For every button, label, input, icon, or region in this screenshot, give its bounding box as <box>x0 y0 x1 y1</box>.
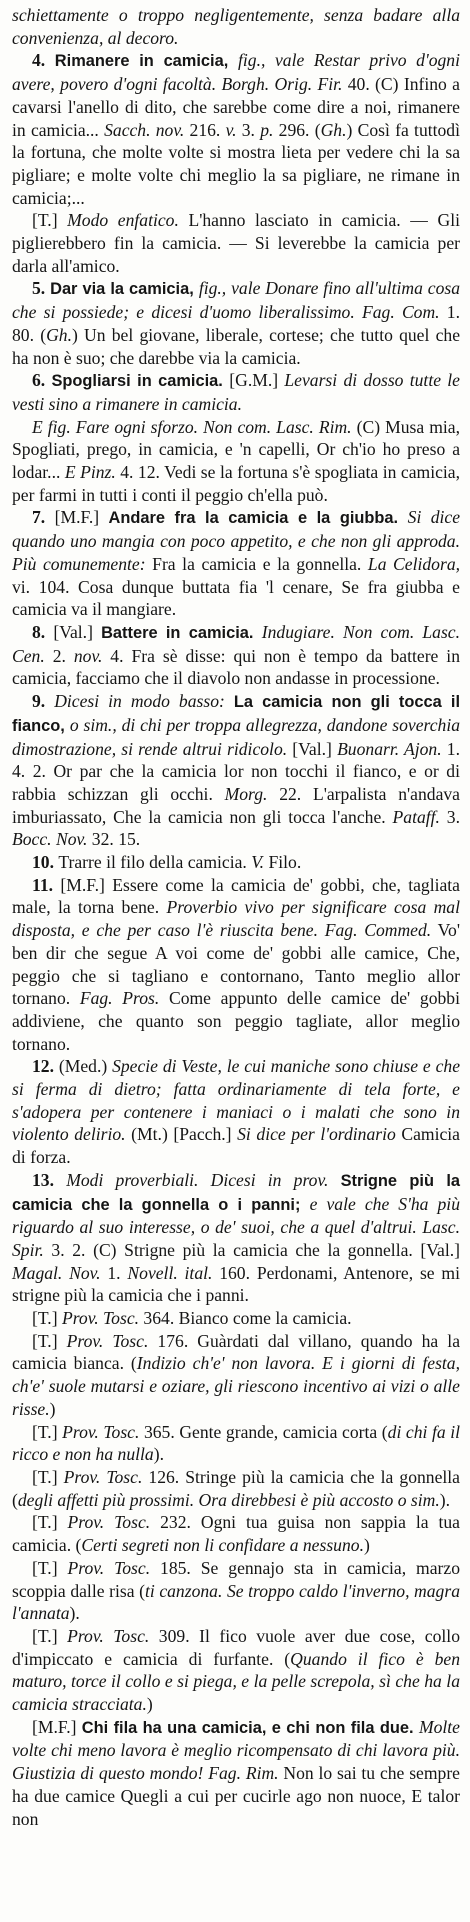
text-run: ) <box>49 1398 56 1419</box>
text-run: ti canzona. Se troppo caldo l'inverno, magra l'annata <box>12 1580 460 1624</box>
entry-paragraph <box>12 1055 460 1169</box>
text-run: Vo' ben dir che segue A voi come de' gobbi alle camice, Che, peggio che si tagliano e contornano, Tanto meglio allor tornano. <box>12 920 460 1009</box>
text-run: Prov. Tosc. <box>67 1512 151 1533</box>
entry-e11 <box>12 874 460 1056</box>
headword: Strigne più la camicia che la gonnella o i panni; <box>12 1171 461 1214</box>
text-run: 296. ( <box>273 119 321 140</box>
text-run: [M.F.] <box>54 507 109 528</box>
entry-e0 <box>12 4 460 49</box>
text-run: di chi fa il ricco e non ha nulla <box>12 1421 461 1465</box>
text-run: [Val.] <box>287 738 338 759</box>
entry-e6 <box>12 369 460 506</box>
entry-paragraph <box>12 277 460 369</box>
entry-paragraph <box>12 209 460 277</box>
text-run: 309. Il fico vuole aver due cose, collo d'impiccato e camicia di furfante. ( <box>12 1625 460 1669</box>
text-run: ). <box>69 1603 80 1624</box>
text-run: Filo. <box>264 852 302 873</box>
entry-e13 <box>12 1169 460 1830</box>
text-run: e vale che S'ha più riguardo al suo interesse, o de' suoi, che a quel d'altrui. Lasc. Spir. <box>12 1193 460 1260</box>
text-run: Prov. Tosc. <box>61 1308 140 1329</box>
text-run: La Celidora, <box>367 553 461 574</box>
text-run: v. <box>225 119 237 140</box>
text-run: 232. Ogni tua guisa non sappia la tua camicia. ( <box>12 1512 460 1556</box>
text-run: [G.M.] <box>229 370 285 391</box>
headword: Battere in camicia. <box>101 623 262 642</box>
text-run: schiettamente o troppo negligentemente, senza badare alla convenienza, al decoro. <box>12 5 460 48</box>
text-run: Gh. <box>46 324 72 345</box>
text-run: [T.] <box>32 210 68 231</box>
text-run: 160. Perdonami, Antenore, se mi strigne più la camicia che i panni. <box>12 1262 460 1306</box>
text-run: ) <box>363 1535 370 1556</box>
text-run: 2. <box>44 645 74 666</box>
text-run: Sacch. nov. <box>104 119 185 140</box>
entry-paragraph <box>12 874 460 1056</box>
text-run: [T.] <box>32 1512 68 1533</box>
text-run: Prov. Tosc. <box>63 1467 143 1487</box>
text-run: p. <box>260 119 274 140</box>
text-run: Prov. Tosc. <box>66 1330 149 1351</box>
sense-number: 5. <box>32 278 51 299</box>
sense-number: 9. <box>32 691 55 712</box>
text-run: Buonarr. Ajon. <box>337 738 442 759</box>
text-run: (Med.) <box>58 1056 113 1077</box>
text-run: vi. 104. Cosa dunque buttata fia 'l cenare, Se fra giubba e camicia va il mangiare. <box>12 576 460 620</box>
sense-number: 11. <box>32 874 61 895</box>
text-run: 1. 80. ( <box>12 302 460 345</box>
headword: Rimanere in camicia, <box>54 52 239 71</box>
entry-paragraph <box>12 1466 460 1511</box>
text-run: 22. L'arpalista n'andava imburiassato, Che la camicia non gli tocca l'anche. <box>12 783 460 827</box>
sense-number: 12. <box>32 1056 59 1077</box>
sense-number: 13. <box>32 1169 67 1190</box>
text-run: 185. Se gennajo sta in camicia, marzo scoppia dalle risa ( <box>12 1557 460 1601</box>
entry-paragraph <box>12 369 460 415</box>
text-run: Camicia di forza. <box>12 1124 460 1168</box>
text-run: Magal. Nov. <box>12 1262 101 1283</box>
text-run: [T.] <box>32 1625 68 1646</box>
text-run: 3. <box>236 119 261 140</box>
text-run: fig., vale Restar privo d'ogni avere, povero d'ogni facoltà. Borgh. Orig. Fir. <box>12 50 460 95</box>
text-run: Morg. <box>224 783 268 804</box>
entry-paragraph <box>12 851 460 874</box>
text-run: Novell. ital. <box>127 1262 213 1283</box>
sense-number: 4. <box>32 50 55 71</box>
text-run: Levarsi di dosso tutte le vesti sino a rimanere in camicia. <box>12 370 460 414</box>
text-run: Prov. Tosc. <box>67 1557 151 1578</box>
text-run: ) Così fa tuttodì la fortuna, che molte volte si mostra lieta per vedere chi la sa pigliare; e molte volte chi meglio la sa pigliare, ne rimane in camicia;... <box>12 119 460 208</box>
entry-paragraph <box>12 1625 460 1716</box>
text-run: 32. 15. <box>87 829 141 850</box>
text-run: ). <box>153 1444 164 1465</box>
text-run: o sim., di chi per troppa allegrezza, dandone soverchia dimostrazione, si rende altrui ridicolo. <box>12 714 460 759</box>
text-run: 40. (C) Infino a cavarsi l'anello di dito, che sarebbe come dire a noi, rimanere in camicia... <box>12 74 460 140</box>
text-run: E fig. Fare ogni sforzo. Non com. Lasc. Rim. <box>32 416 352 437</box>
text-run: (C) Musa mia, Spogliati, prego, in camicia, e 'n capelli, Or ch'io ho preso a lodar... <box>12 416 460 483</box>
text-run: [M.F.] <box>32 1716 82 1737</box>
headword: La camicia non gli tocca il fianco, <box>12 693 461 735</box>
text-run: Bocc. Nov. <box>12 829 88 850</box>
text-run: 4. Fra sè disse: qui non è tempo da battere in camicia, facciamo che il diavolo non andasse in processione. <box>12 645 460 689</box>
text-run: ) Un bel giovane, liberale, cortese; che tutto quel che ha non è suo; che darebbe via la camicia. <box>12 324 461 368</box>
entry-paragraph <box>12 621 460 690</box>
text-run: L'hanno lasciato in camicia. — Gli piglierebbero fin la camicia. — Si leverebbe la camicia per darla all'amico. <box>12 210 460 276</box>
text-run: E Pinz. <box>64 462 116 483</box>
entry-paragraph <box>12 1511 460 1556</box>
text-run: Trarre il filo della camicia. <box>58 852 252 873</box>
entry-paragraph <box>12 1421 460 1466</box>
text-run: (Mt.) [Pacch.] <box>125 1124 238 1145</box>
text-run: Modi proverbiali. Dicesi in prov. <box>66 1169 341 1190</box>
entry-e12 <box>12 1055 460 1169</box>
entry-paragraph <box>12 1169 460 1307</box>
text-run: 3. 2. (C) Strigne più la camicia che la gonnella. [Val.] <box>43 1239 460 1260</box>
text-run: Specie di Veste, le cui maniche sono chiuse e che si ferma di dietro; fatta ordinariamente di tela forte, e s'adopera per contenere i maniaci o i malati che sono in violento delirio. <box>12 1056 461 1145</box>
sense-number: 7. <box>32 507 55 528</box>
entry-paragraph <box>12 1557 460 1625</box>
text-run: [T.] <box>32 1330 67 1351</box>
entry-e10 <box>12 851 460 874</box>
entry-e7 <box>12 506 460 621</box>
text-run: Prov. Tosc. <box>62 1421 140 1442</box>
text-run: [M.F.] Essere come la camicia de' gobbi, che, tagliata male, la torna bene. <box>12 874 460 918</box>
text-run: Fra la camicia e la gonnella. <box>145 553 368 574</box>
entry-e4 <box>12 49 460 277</box>
text-run: 4. 12. Vedi se la fortuna s'è spogliata in camicia, per farmi in tutti i conti il peggio ch'ella può. <box>12 462 460 505</box>
entry-paragraph <box>12 506 460 621</box>
text-run: Indugiare. Non com. Lasc. Cen. <box>12 621 461 666</box>
text-run: degli affetti più prossimi. Ora direbbesi è più accosto o sim. <box>17 1489 440 1510</box>
text-run: [T.] <box>32 1421 63 1442</box>
text-run: 1. 4. 2. Or par che la camicia lor non tocchi il fianco, e or di rabbia schizzan gli occhi. <box>12 738 460 804</box>
entry-paragraph <box>12 1307 460 1330</box>
text-run: [T.] <box>32 1467 64 1487</box>
text-run: Non lo sai tu che sempre ha due camice Quegli a cui per cucirle ago non nuoce, E talor non <box>12 1763 460 1829</box>
text-run: Fag. Pros. <box>79 988 160 1009</box>
text-run: 3. <box>439 806 460 827</box>
entry-paragraph <box>12 4 460 49</box>
text-run: Gh. <box>320 119 347 140</box>
entry-e8 <box>12 621 460 690</box>
text-run: [T.] <box>32 1308 62 1329</box>
headword: Dar via la camicia, <box>50 280 199 299</box>
text-run: 176. Guàrdati dal villano, quando ha la camicia bianca. ( <box>12 1330 460 1374</box>
text-run: 1. <box>100 1262 128 1283</box>
entry-paragraph <box>12 690 460 851</box>
text-run: Prov. Tosc. <box>67 1625 150 1646</box>
text-run: V. <box>251 852 265 873</box>
text-run: Pataff. <box>392 806 440 827</box>
text-run: Dicesi in modo basso: <box>54 691 234 712</box>
text-run: fig., vale Donare fino all'ultima cosa che si possiede; e dicesi d'uomo liberalissimo. Fag. Com. <box>12 278 461 323</box>
sense-number: 10. <box>32 852 59 873</box>
headword: Chi fila ha una camicia, e chi non fila due. <box>81 1718 419 1737</box>
entry-paragraph <box>12 1716 460 1831</box>
text-run: 126. Stringe più la camicia che la gonnella ( <box>12 1467 460 1510</box>
text-run: Si dice per l'ordinario <box>237 1124 396 1145</box>
entry-paragraph <box>12 49 460 209</box>
text-run: 365. Gente grande, camicia corta ( <box>139 1421 388 1442</box>
headword: Andare fra la camicia e la giubba. <box>108 509 408 528</box>
entry-paragraph <box>12 1330 460 1421</box>
text-run: ) <box>146 1694 153 1715</box>
text-run: nov. <box>73 645 103 666</box>
sense-number: 8. <box>32 621 54 642</box>
text-run: Indizio ch'e' non lavora. E i giorni di festa, ch'e' suole mutarsi e oziare, gli riescono incentivo ai vizi o alle risse. <box>12 1353 460 1419</box>
text-run: 216. <box>184 119 226 140</box>
headword: Spogliarsi in camicia. <box>51 372 230 391</box>
text-run: 364. Bianco come la camicia. <box>139 1308 352 1329</box>
text-run: [Val.] <box>53 621 102 642</box>
text-run: ). <box>439 1489 451 1510</box>
text-run: Modo enfatico. <box>67 210 179 231</box>
entry-e5 <box>12 277 460 369</box>
text-run: Si dice quando uno mangia con poco appetito, e che non gli approda. Più comunemente: <box>12 507 461 574</box>
sense-number: 6. <box>32 370 52 391</box>
text-run: Quando il fico è ben maturo, torce il collo e si piega, e la pelle screpola, sì che ha la camicia stracciata. <box>12 1648 460 1715</box>
text-run: [T.] <box>32 1557 68 1578</box>
text-run: Certi segreti non li confidare a nessuno. <box>81 1535 364 1556</box>
text-run: Proverbio vivo per significare cosa mal disposta, e che per caso l'è riuscita bene. Fag. Commed. <box>12 897 460 941</box>
text-run: Molte volte chi meno lavora è meglio ricompensato di chi lavora più. Giustizia di questo mondo! Fag. Rim. <box>12 1716 460 1784</box>
text-run: Come appunto delle camice de' gobbi addiviene, che quanto son peggio tagliate, allor meglio tornano. <box>12 988 460 1054</box>
entry-paragraph <box>12 416 460 507</box>
entry-e9 <box>12 690 460 851</box>
